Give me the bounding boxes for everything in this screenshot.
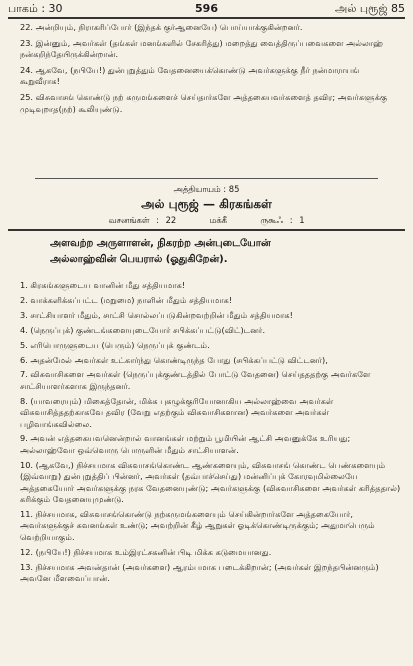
verse: 22. அன்றியும், நிராகரிப்போர் (இந்தக் குர்ஆனையே) பொய்யாக்குகின்றனர். <box>20 22 303 32</box>
verse: 9. அவன் எத்தகையவனென்றால் வானங்கள் மற்றும் பூமியின் ஆட்சி அவனுக்கே உரியது; அல்லாஹ்வோ ஒவ்வொரு பொருளின் மீதும் சாட்சியாளன். <box>20 433 351 455</box>
bismillah-line: அளவற்ற அருளாளன், நிகரற்ற அன்புடையோன் <box>50 238 271 249</box>
surah-verses <box>20 280 401 588</box>
page-number: 596 <box>195 2 218 15</box>
bismillah <box>50 236 403 268</box>
verse: 3. சாட்சியாளர் மீதும், சாட்சி சொல்லப்படுகின்றவற்றின் மீதும் சத்தியமாக! <box>20 309 293 320</box>
ruku-count: ருகூஃ : 1 <box>260 215 305 225</box>
verse: 8. (யாவரையும்) மிகைத்தோன், மிக்க புகழுக்குரியோனாகிய அல்லாஹ்வை அவர்கள் விசுவாசித்ததற்காகவே தவிர (வேறு எதற்கும் விசுவாசிகளான) அவர்களை அவர்கள் பழிவாங்கவில்லை. <box>20 395 334 429</box>
previous-surah-verses <box>20 22 401 119</box>
verse: 11. நிச்சயமாக, விசுவாசங்கொண்டு நற்கருமங்களையும் செய்கின்றார்களே அத்தகையோர், அவர்களுக்குச் சுவனங்கள் உண்டு; அவற்றின் கீழ் ஆறுகள் ஓடிக்கொண்டிருக்கும்; அதுமாபெரும் வெற்றியாகும். <box>20 508 375 542</box>
verse: 12. (நபியே!) நிச்சயமாக உம்இரட்சகனின் பிடி மிக்க கடுமையானது. <box>20 546 272 557</box>
verse: 7. விசுவாசிகளை அவர்கள் (நெருப்புக்குண்டத்தில் போட்டு வேதனை) செய்தததற்கு அவர்களே சாட்சியாளர்களாக இருந்தனர். <box>20 369 371 391</box>
verse: 4. (நெருப்புக்) குண்டங்களையுடையோர் சபிக்கப்பட்டு(விட்)டனர். <box>20 324 266 335</box>
verse: 5. எரிபொருளுடைய (பெரும்) நெருப்புக் குண்டம். <box>20 339 210 350</box>
bismillah-line: அல்லாஹ்வின் பெயரால் (ஓதுகிறேன்). <box>50 254 228 265</box>
section-divider <box>35 178 378 179</box>
part-number: பாகம் : 30 <box>8 2 63 15</box>
page-header <box>8 0 405 17</box>
verse: 6. அதன்மேல் அவர்கள் உட்கார்ந்து கொண்டிருந்த போது (சபிக்கப்பட்டு விட்டனர்), <box>20 354 328 365</box>
surah-name-header: அல் புரூஜ் 85 <box>334 2 405 15</box>
chapter-heading <box>10 182 403 230</box>
verse-count: வசனங்கள் : 22 <box>108 215 177 225</box>
chapter-meta <box>10 215 403 227</box>
verse: 23. இன்னும், அவர்கள் (தங்கள் மனங்களில் சேகரித்து) மறைத்து வைத்திருப்பவைகளை அல்லாஹ் நன்கறிந்தேயிருக்கின்றான். <box>20 37 384 60</box>
verse: 2. வாக்களிக்கப்பட்ட (மறுமை) நாளின் மீதும் சத்தியமாக! <box>20 294 233 305</box>
verse: 13. நிச்சயமாக அவன்தான் (அவர்களை) ஆரம்பமாக படைக்கிறான்; (அவர்கள் இறந்தபின்னரும்) அவனே மீளவைப்பான். <box>20 561 379 583</box>
header-rule <box>8 17 405 19</box>
verse: 25. விசுவாசங் கொண்டு நற் கருமங்களைச் செய்தார்களே அத்தகையவர்களைத் தவிர; அவர்களுக்கு முடிவுறாத(நற்) கூலியுண்டு. <box>20 91 388 114</box>
chapter-rule <box>8 229 405 231</box>
chapter-number: அத்தியாயம் : 85 <box>173 184 240 194</box>
chapter-title: அல் புரூஜ் — கிரகங்கள் <box>141 197 272 211</box>
verse: 10. (ஆகவே,) நிச்சயமாக விசுவாசங்கொண்ட ஆண்களையும், விசுவாசங் கொண்ட பெண்களையும் (இவ்வாறு) துன்புறுத்திப் பின்னர், அவர்கள் (தவ்பாச்செய்து) மன்னிப்புக் கோரவுமில்லையே அத்தகையோர் அவர்களுக்கு நரக வேதனையுண்டு; அவர்களுக்கு (விசுவாசிகளை அவர்கள் கரித்ததால்) கரிக்கும் வேதனையுமுண்டு. <box>20 459 401 504</box>
verse: 1. கிரகங்களுடைய வானின் மீது சத்தியமாக! <box>20 280 186 290</box>
verse: 24. ஆகவே, (நபியே!) துன்புறுத்தும் வேதனையைக்கொண்டு அவர்களுக்கு நீர் நன்மாராயங் கூறுவீராக! <box>20 64 360 87</box>
revelation-place: மக்கீ <box>209 215 228 225</box>
